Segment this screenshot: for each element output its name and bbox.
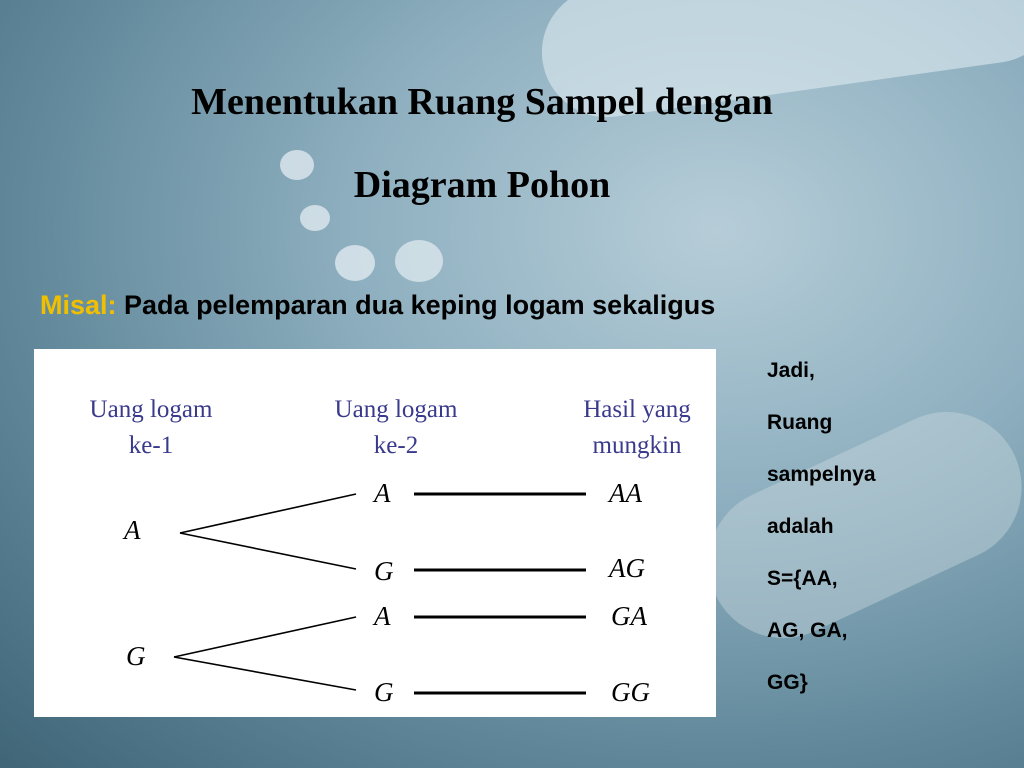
branch-line xyxy=(180,533,356,569)
conclusion-line: Jadi, xyxy=(767,359,815,382)
example-text: Pada pelemparan dua keping logam sekaligus xyxy=(116,290,716,320)
node-first-g: G xyxy=(126,641,146,671)
header-coin2-line2: ke-2 xyxy=(373,432,419,459)
node-second-g: G xyxy=(374,677,394,707)
conclusion-text xyxy=(767,345,967,709)
result-aa: AA xyxy=(609,478,642,508)
result-gg: GG xyxy=(611,677,650,707)
water-drop-decoration xyxy=(335,245,375,281)
water-drop-decoration xyxy=(395,240,443,282)
header-result-line1: Hasil yang xyxy=(583,396,691,423)
conclusion-line: adalah xyxy=(767,515,834,538)
branch-line xyxy=(174,617,356,657)
slide-title-line2: Diagram Pohon xyxy=(353,164,611,206)
header-coin1-line2: ke-1 xyxy=(128,432,174,459)
node-second-g: G xyxy=(374,556,394,586)
conclusion-line: AG, GA, xyxy=(767,619,848,642)
result-ag: AG xyxy=(609,553,645,583)
node-second-a: A xyxy=(374,478,391,508)
header-coin1-line1: Uang logam xyxy=(89,396,213,423)
example-statement xyxy=(40,290,715,321)
conclusion-line: S={AA, xyxy=(767,567,838,590)
branch-line xyxy=(174,657,356,690)
conclusion-line: Ruang xyxy=(767,411,833,434)
tree-diagram-panel xyxy=(34,349,716,717)
example-label: Misal: xyxy=(40,290,117,320)
slide-title-line1: Menentukan Ruang Sampel dengan xyxy=(191,81,773,123)
branch-line xyxy=(180,494,356,533)
result-ga: GA xyxy=(611,601,647,631)
conclusion-line: sampelnya xyxy=(767,463,876,486)
header-result-line2: mungkin xyxy=(592,432,682,459)
node-first-a: A xyxy=(124,515,141,545)
tree-diagram xyxy=(34,349,716,717)
header-coin2-line1: Uang logam xyxy=(334,396,458,423)
node-second-a: A xyxy=(374,601,391,631)
conclusion-line: GG} xyxy=(767,671,808,694)
water-drop-decoration xyxy=(300,205,330,231)
